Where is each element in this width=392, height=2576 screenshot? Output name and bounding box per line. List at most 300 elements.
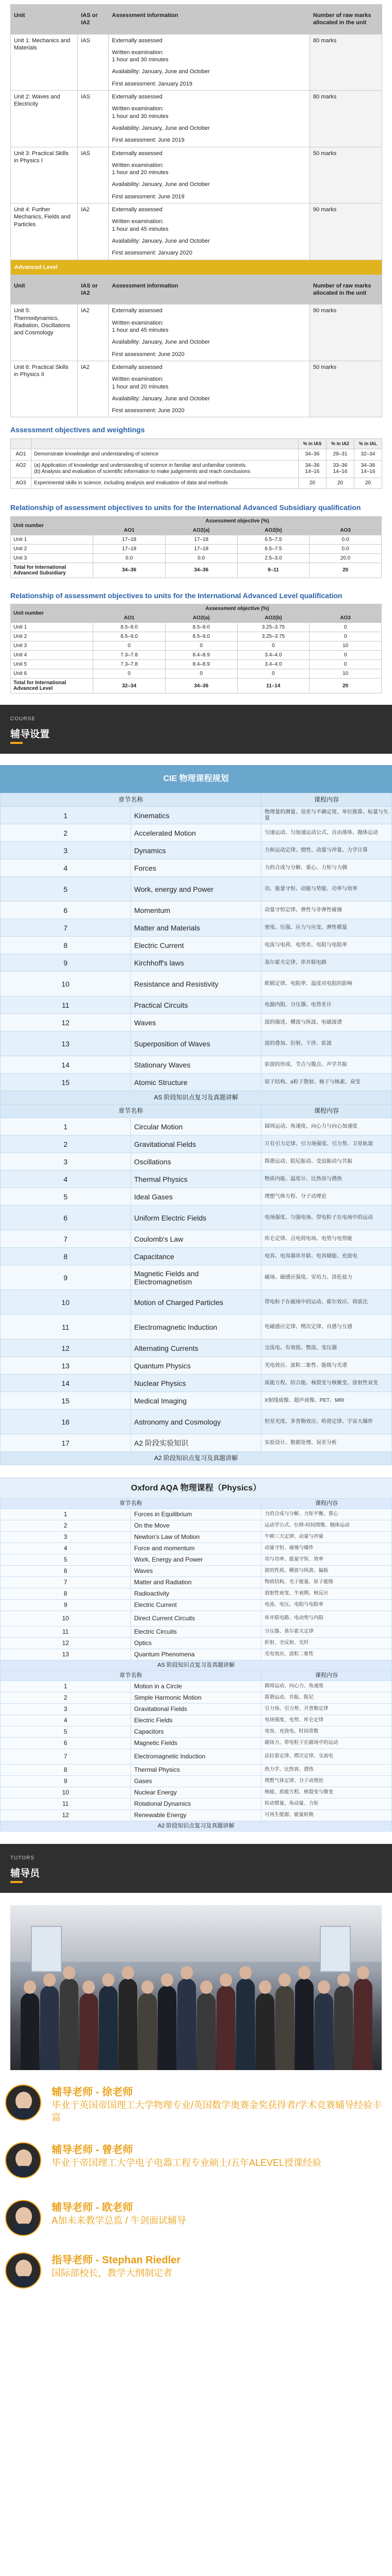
qual-cell: Unit 5 (11, 660, 93, 669)
unit-table-header: IAS or IA2 (78, 275, 109, 304)
aqa-table-body (1, 1499, 392, 1832)
qual-cell: 10 (309, 641, 382, 651)
qual-cell: 8.4–8.9 (165, 660, 237, 669)
chapter-content: 电流、电压、电阻与电阻率 (262, 1600, 392, 1611)
syllabus-row (1, 1074, 392, 1091)
syllabus-row (1, 1290, 392, 1315)
unit-info-line: Written examination: (112, 319, 164, 326)
unit-level: IAS (78, 91, 109, 147)
tutors-title-underline (10, 1881, 23, 1883)
chapter-name: Capacitance (131, 1248, 262, 1265)
chapter-number: 9 (1, 1776, 131, 1787)
unit-table-header: Unit (11, 5, 78, 35)
chapter-content: 理想气体定律、分子动理论 (262, 1776, 392, 1787)
syllabus-row (1, 1357, 392, 1375)
person-figure (354, 1978, 372, 2070)
qual-cell: 20 (309, 563, 382, 578)
unit-info-line: Written examination: (112, 376, 164, 383)
chapter-number: 1 (1, 1681, 131, 1692)
unit-info-line: 1 hour and 45 minutes (112, 327, 169, 334)
qual-cell: 8.4–8.9 (165, 651, 237, 660)
person-head (83, 1980, 95, 1994)
ao-cell-code: AO1 (11, 449, 31, 461)
chapter-content: 光电效应、波粒二象性 (262, 1649, 392, 1660)
chapter-name: Electromagnetic Induction (131, 1749, 262, 1765)
syllabus-row (1, 1776, 392, 1787)
unit-table-header-row (11, 5, 382, 35)
ao-header (11, 438, 31, 449)
ao-cell-text: Demonstrate knowledge and understanding of science (31, 449, 299, 461)
syllabus-stage-footer: A2 阶段知识点复习及真题讲解 (1, 1452, 392, 1465)
chapter-name: Waves (131, 1014, 262, 1031)
unit-marks: 80 marks (310, 34, 382, 90)
chapter-content: 波的描述、横波与纵波、电磁波谱 (262, 1014, 392, 1031)
chapter-content: 恒星光度、多普勒效应、哈勃定律、宇宙大爆炸 (262, 1410, 392, 1434)
qual-cell: 2.5–3.0 (237, 553, 309, 563)
ao-cell-code: AO2 (11, 460, 31, 478)
qual-header-unit: Unit number (11, 516, 93, 535)
unit-table-header: Unit (11, 275, 78, 304)
chapter-number: 4 (1, 1543, 131, 1554)
chapter-content: 磁场、磁感应强度、安培力、洛伦兹力 (262, 1265, 392, 1290)
chapter-number: 2 (1, 1136, 131, 1153)
tutor-name: 辅导老师 - 曾老师 (52, 2144, 133, 2156)
aqa-title: Oxford AQA 物理课程（Physics） (0, 1478, 392, 1498)
chapter-name: Dynamics (131, 842, 262, 859)
chapter-name: Optics (131, 1638, 262, 1649)
syllabus-row (1, 1248, 392, 1265)
as-qual-section (0, 498, 392, 578)
syllabus-row (1, 807, 392, 824)
chapter-name: Work, Energy and Power (131, 1554, 262, 1566)
chapter-name: Newton's Law of Motion (131, 1532, 262, 1543)
syllabus-row (1, 1649, 392, 1660)
chapter-name: Magnetic Fields (131, 1738, 262, 1749)
syllabus-row (1, 1153, 392, 1171)
chapter-content: 波的性质、横波与纵波、偏振 (262, 1566, 392, 1577)
chapter-content: 电源内阻、分压器、电势差计 (262, 996, 392, 1014)
chapter-name: Medical Imaging (131, 1392, 262, 1410)
syllabus-col-header: 课程内容 (262, 1105, 392, 1118)
al-qual-title: Relationship of assessment objectives to units for the International Advanced Level qualification (10, 591, 342, 600)
qual-row (11, 563, 382, 578)
unit-info-line: Externally assessed (112, 37, 162, 44)
chapter-name: On the Move (131, 1520, 262, 1532)
tutor-list (0, 2080, 392, 2307)
ao-header (31, 438, 299, 449)
person-head (298, 1966, 311, 1979)
unit-table-header: Number of raw marks allocated in the unit (310, 275, 382, 304)
qual-cell: 17–18 (93, 535, 166, 544)
syllabus-row (1, 1738, 392, 1749)
chapter-name: Stationary Waves (131, 1056, 262, 1074)
chapter-number: 7 (1, 1749, 131, 1765)
ao-cell-ias: 34–36 14–16 (299, 460, 326, 478)
person-head (141, 1980, 154, 1994)
ao-cell-ia2: 33–36 14–16 (326, 460, 354, 478)
chapter-name: Oscillations (131, 1153, 262, 1171)
syllabus-col-header: 章节名称 (1, 1671, 262, 1681)
unit-info-line: First assessment: June 2019 (112, 193, 185, 200)
chapter-number: 15 (1, 1074, 131, 1091)
unit-table-header: Number of raw marks allocated in the unit (310, 5, 382, 35)
syllabus-row (1, 1056, 392, 1074)
syllabus-row (1, 1692, 392, 1704)
person-head (220, 1973, 232, 1987)
chapter-name: Renewable Energy (131, 1810, 262, 1821)
person-head (357, 1966, 369, 1979)
avatar (5, 2142, 41, 2178)
person-head (318, 1980, 330, 1994)
al-qual-section (0, 586, 392, 694)
qual-cell: Unit 1 (11, 623, 93, 632)
chapter-number: 3 (1, 1532, 131, 1543)
unit-info-line: First assessment: June 2020 (112, 408, 185, 414)
chapter-content: 串并联电路、电动势与内阻 (262, 1611, 392, 1626)
syllabus-row (1, 1554, 392, 1566)
chapter-number: 7 (1, 919, 131, 937)
ao-header-row (11, 438, 382, 449)
qual-row (11, 679, 382, 693)
chapter-number: 8 (1, 1765, 131, 1776)
cie-title: CIE 物理课程规划 (0, 765, 392, 793)
al-divider: Advanced Level (11, 260, 382, 275)
unit-info-line: 1 hour and 30 minutes (112, 113, 169, 120)
chapter-number: 6 (1, 1566, 131, 1577)
qual-cell: 6.5–7.5 (237, 544, 309, 553)
chapter-number: 2 (1, 824, 131, 842)
unit-info (109, 361, 310, 417)
syllabus-col-header-row (1, 1671, 392, 1681)
chapter-name: Motion of Charged Particles (131, 1290, 262, 1315)
ao-cell-ial: 20 (354, 478, 382, 489)
chapter-content: 带电粒子在磁场中的运动、霍尔效应、荷质比 (262, 1290, 392, 1315)
qual-cell: Total for International Advanced Level (11, 679, 93, 693)
tutor-desc: 国际部校长，教学大纲制定者 (52, 2268, 172, 2279)
tutor-name: 辅导老师 - 徐老师 (52, 2087, 133, 2098)
unit-info (109, 304, 310, 361)
chapter-content: 功与功率、能量守恒、效率 (262, 1554, 392, 1566)
syllabus-row (1, 1118, 392, 1136)
syllabus-col-header-row (1, 1105, 392, 1118)
qual-cell: 0 (93, 669, 166, 679)
chapter-number: 6 (1, 1738, 131, 1749)
unit-info-line: First assessment: June 2020 (112, 351, 185, 358)
cie-table-body (1, 793, 392, 1465)
chapter-content: 动量守恒定律、弹性与非弹性碰撞 (262, 902, 392, 919)
unit-info-line: Written examination: (112, 49, 164, 56)
chapter-number: 10 (1, 1611, 131, 1626)
chapter-number: 3 (1, 1153, 131, 1171)
ao-table-body (11, 438, 382, 488)
qual-cell: 34–36 (93, 563, 166, 578)
unit-marks: 90 marks (310, 204, 382, 260)
chapter-name: Nuclear Energy (131, 1787, 262, 1799)
unit-info (109, 204, 310, 260)
cie-section (0, 765, 392, 1465)
syllabus-row (1, 1715, 392, 1726)
chapter-number: 6 (1, 902, 131, 919)
syllabus-row (1, 1206, 392, 1230)
aqa-table (0, 1498, 392, 1832)
qual-cell: 17–18 (165, 535, 237, 544)
as-qual-table-body (11, 516, 382, 578)
chapter-name: Work, energy and Power (131, 877, 262, 902)
unit-info-line: 1 hour and 30 minutes (112, 57, 169, 63)
chapter-content: 电流与电荷、电势差、电阻与电阻率 (262, 937, 392, 954)
unit-table-body (11, 5, 382, 417)
unit-table-header-row (11, 275, 382, 304)
chapter-content: 转动惯量、角动量、力矩 (262, 1799, 392, 1810)
unit-level: IAS (78, 34, 109, 90)
unit-info-line: Availability: January, June and October (112, 181, 210, 188)
ao-table (10, 438, 382, 489)
syllabus-stage-footer: AS 阶段知识点复习及真题讲解 (1, 1660, 392, 1671)
chapter-number: 1 (1, 1118, 131, 1136)
chapter-content: 原子结构、α粒子散射、核子与核素、衰变 (262, 1074, 392, 1091)
qual-cell: 3.4–4.0 (237, 660, 309, 669)
chapter-name: Radioactivity (131, 1588, 262, 1600)
al-qual-table (10, 604, 382, 693)
chapter-name: Alternating Currents (131, 1340, 262, 1357)
chapter-name: Resistance and Resistivity (131, 972, 262, 996)
chapter-number: 2 (1, 1520, 131, 1532)
unit-info-line: 1 hour and 45 minutes (112, 226, 169, 232)
qual-cell: Unit 2 (11, 544, 93, 553)
qual-cell: 34–36 (165, 679, 237, 693)
chapter-content: 力的合成与分解、力矩平衡、重心 (262, 1509, 392, 1520)
chapter-name: Direct Current Circuits (131, 1611, 262, 1626)
unit-info-line: Availability: January, June and October (112, 238, 210, 244)
qual-row (11, 660, 382, 669)
syllabus-col-header: 课程内容 (262, 1499, 392, 1509)
chapter-content: 理想气体方程、分子动理论 (262, 1188, 392, 1206)
unit-name: Unit 4: Further Mechanics, Fields and Particles (11, 204, 78, 260)
ao-cell-text: (a) Application of knowledge and understanding of science in familiar and unfamiliar contexts. (b) Analysis and evaluation of scientific information to make judgements and reach conclusions (31, 460, 299, 478)
syllabus-row (1, 1340, 392, 1357)
unit-row (11, 147, 382, 203)
qual-row (11, 544, 382, 553)
syllabus-col-header-row (1, 1499, 392, 1509)
unit-info-line: 1 hour and 20 minutes (112, 383, 169, 390)
chapter-content: 引力场、引力势、开普勒定律 (262, 1704, 392, 1715)
person-head (102, 1973, 115, 1987)
chapter-content: 电容、电容器串并联、电容储能、充放电 (262, 1248, 392, 1265)
syllabus-row (1, 1588, 392, 1600)
person-figure (177, 1978, 196, 2070)
chapter-name: Motion in a Circle (131, 1681, 262, 1692)
ao-row (11, 478, 382, 489)
ao-header: % in IAL (354, 438, 382, 449)
team-photo-wrap (0, 1893, 392, 2080)
chapter-name: Capacitors (131, 1726, 262, 1738)
qual-cell: 0 (309, 651, 382, 660)
as-qual-title: Relationship of assessment objectives to units for the International Advanced Subsidiary qualification (10, 503, 361, 512)
syllabus-stage-footer-row (1, 1660, 392, 1671)
qual-cell: 0 (165, 669, 237, 679)
syllabus-row (1, 1410, 392, 1434)
unit-name: Unit 5: Thermodynamics, Radiation, Oscillations and Cosmology (11, 304, 78, 361)
syllabus-stage-footer-row (1, 1091, 392, 1105)
ao-cell-code: AO3 (11, 478, 31, 489)
ao-cell-text: Experimental skills in science, including analysis and evaluation of data and methods (31, 478, 299, 489)
chapter-number: 9 (1, 954, 131, 972)
chapter-number: 12 (1, 1638, 131, 1649)
unit-row (11, 34, 382, 90)
unit-level: IA2 (78, 204, 109, 260)
chapter-content: 实验设计、数据处理、误差分析 (262, 1434, 392, 1452)
as-qual-table (10, 516, 382, 578)
chapter-number: 8 (1, 1248, 131, 1265)
chapter-content: 圆周运动、角速度、向心力与向心加速度 (262, 1118, 392, 1136)
unit-info-line: Externally assessed (112, 94, 162, 100)
course-title: 辅导设置 (10, 729, 50, 740)
chapter-content: 功、能量守恒、动能与势能、功率与效率 (262, 877, 392, 902)
chapter-content: 波的叠加、衍射、干涉、驻波 (262, 1031, 392, 1056)
syllabus-row (1, 824, 392, 842)
chapter-content: 简谐运动、阻尼振动、受迫振动与共振 (262, 1153, 392, 1171)
chapter-content: 法拉第定律、楞次定律、交流电 (262, 1749, 392, 1765)
chapter-content: 质能方程、结合能、核裂变与核聚变、放射性衰变 (262, 1375, 392, 1392)
unit-marks: 90 marks (310, 304, 382, 361)
qual-cell: 0.0 (309, 535, 382, 544)
unit-level: IAS (78, 147, 109, 203)
qual-cell: Unit 1 (11, 535, 93, 544)
chapter-number: 3 (1, 842, 131, 859)
syllabus-row (1, 1136, 392, 1153)
chapter-number: 12 (1, 1810, 131, 1821)
chapter-content: 热力学、比热容、潜热 (262, 1765, 392, 1776)
syllabus-col-header: 章节名称 (1, 793, 262, 807)
chapter-name: Simple Harmonic Motion (131, 1692, 262, 1704)
chapter-number: 13 (1, 1357, 131, 1375)
qual-header-unit: Unit number (11, 604, 93, 623)
chapter-number: 9 (1, 1265, 131, 1290)
chapter-number: 4 (1, 859, 131, 877)
qual-cell: Unit 3 (11, 641, 93, 651)
chapter-number: 8 (1, 1588, 131, 1600)
qual-row (11, 535, 382, 544)
chapter-content: 库仑定律、点电荷电场、电势与电势能 (262, 1230, 392, 1248)
qual-row (11, 669, 382, 679)
qual-col-header: AO1 (93, 614, 166, 623)
chapter-number: 10 (1, 1787, 131, 1799)
unit-info (109, 147, 310, 203)
chapter-content: 密度、压强、应力与应变、弹性模量 (262, 919, 392, 937)
chapter-name: Nuclear Physics (131, 1375, 262, 1392)
unit-table-header: IAS or IA2 (78, 5, 109, 35)
person-figure (158, 1986, 176, 2070)
syllabus-row (1, 877, 392, 902)
chapter-name: Rotational Dynamics (131, 1799, 262, 1810)
chapter-name: Practical Circuits (131, 996, 262, 1014)
chapter-name: Electromagnetic Induction (131, 1315, 262, 1340)
qual-cell: 0 (309, 623, 382, 632)
qual-row (11, 623, 382, 632)
unit-info-line: Written examination: (112, 218, 164, 225)
person-figure (40, 1986, 59, 2070)
qual-cell: Unit 6 (11, 669, 93, 679)
chapter-name: Electric Current (131, 1600, 262, 1611)
chapter-name: Kinematics (131, 807, 262, 824)
unit-info-line: Externally assessed (112, 207, 162, 213)
qual-cell: 3.4–4.0 (237, 651, 309, 660)
unit-info-line: Externally assessed (112, 150, 162, 157)
syllabus-row (1, 1765, 392, 1776)
chapter-content: 交流电、有效值、整流、变压器 (262, 1340, 392, 1357)
qual-header-top (11, 604, 382, 614)
tutors-title: 辅导员 (10, 1868, 40, 1879)
chapter-number: 17 (1, 1434, 131, 1452)
syllabus-row (1, 996, 392, 1014)
unit-info-line: Availability: January, June and October (112, 125, 210, 131)
qual-cell: 9–11 (237, 563, 309, 578)
chapter-number: 11 (1, 996, 131, 1014)
person-figure (21, 1993, 39, 2070)
qual-cell: 8.5–9.0 (93, 632, 166, 641)
unit-info-line: Externally assessed (112, 364, 162, 370)
chapter-name: Quantum Phenomena (131, 1649, 262, 1660)
chapter-number: 15 (1, 1392, 131, 1410)
chapter-name: Superposition of Waves (131, 1031, 262, 1056)
chapter-content: 圆周运动、向心力、角速度 (262, 1681, 392, 1692)
chapter-number: 12 (1, 1014, 131, 1031)
syllabus-row (1, 1810, 392, 1821)
syllabus-row (1, 902, 392, 919)
chapter-content: 电容、充放电、时间常数 (262, 1726, 392, 1738)
unit-table-header: Assessment information (109, 275, 310, 304)
chapter-content: 折射、全反射、光纤 (262, 1638, 392, 1649)
chapter-content: 基尔霍夫定律、串并联电路 (262, 954, 392, 972)
chapter-content: 放射性衰变、半衰期、核反应 (262, 1588, 392, 1600)
qual-cell: 7.3–7.8 (93, 660, 166, 669)
chapter-name: Momentum (131, 902, 262, 919)
chapter-number: 8 (1, 937, 131, 954)
tutors-banner (0, 1844, 392, 1893)
cie-table (0, 793, 392, 1465)
chapter-number: 5 (1, 1726, 131, 1738)
chapter-name: Thermal Physics (131, 1171, 262, 1188)
chapter-name: Electric Current (131, 937, 262, 954)
unit-row (11, 304, 382, 361)
syllabus-row (1, 1749, 392, 1765)
chapter-name: Uniform Electric Fields (131, 1206, 262, 1230)
syllabus-row (1, 842, 392, 859)
qual-cell: 17–18 (93, 544, 166, 553)
chapter-name: Quantum Physics (131, 1357, 262, 1375)
qual-cell: 8.5–9.0 (93, 623, 166, 632)
chapter-name: Forces (131, 859, 262, 877)
syllabus-row (1, 1681, 392, 1692)
ao-cell-ial: 32–34 (354, 449, 382, 461)
al-divider-row (11, 260, 382, 275)
chapter-number: 1 (1, 1509, 131, 1520)
qual-col-header: AO3 (309, 614, 382, 623)
chapter-content: 力的合成与分解、重心、力矩与力偶 (262, 859, 392, 877)
qual-cell: 0 (237, 641, 309, 651)
chapter-name: Electric Circuits (131, 1626, 262, 1638)
chapter-content: 光电效应、波粒二象性、能级与光谱 (262, 1357, 392, 1375)
course-banner (0, 705, 392, 754)
person-head (239, 1966, 252, 1979)
syllabus-row (1, 1392, 392, 1410)
syllabus-row (1, 1704, 392, 1715)
syllabus-row (1, 1566, 392, 1577)
unit-level: IA2 (78, 304, 109, 361)
chapter-name: Atomic Structure (131, 1074, 262, 1091)
chapter-name: Circular Motion (131, 1118, 262, 1136)
qual-row (11, 651, 382, 660)
